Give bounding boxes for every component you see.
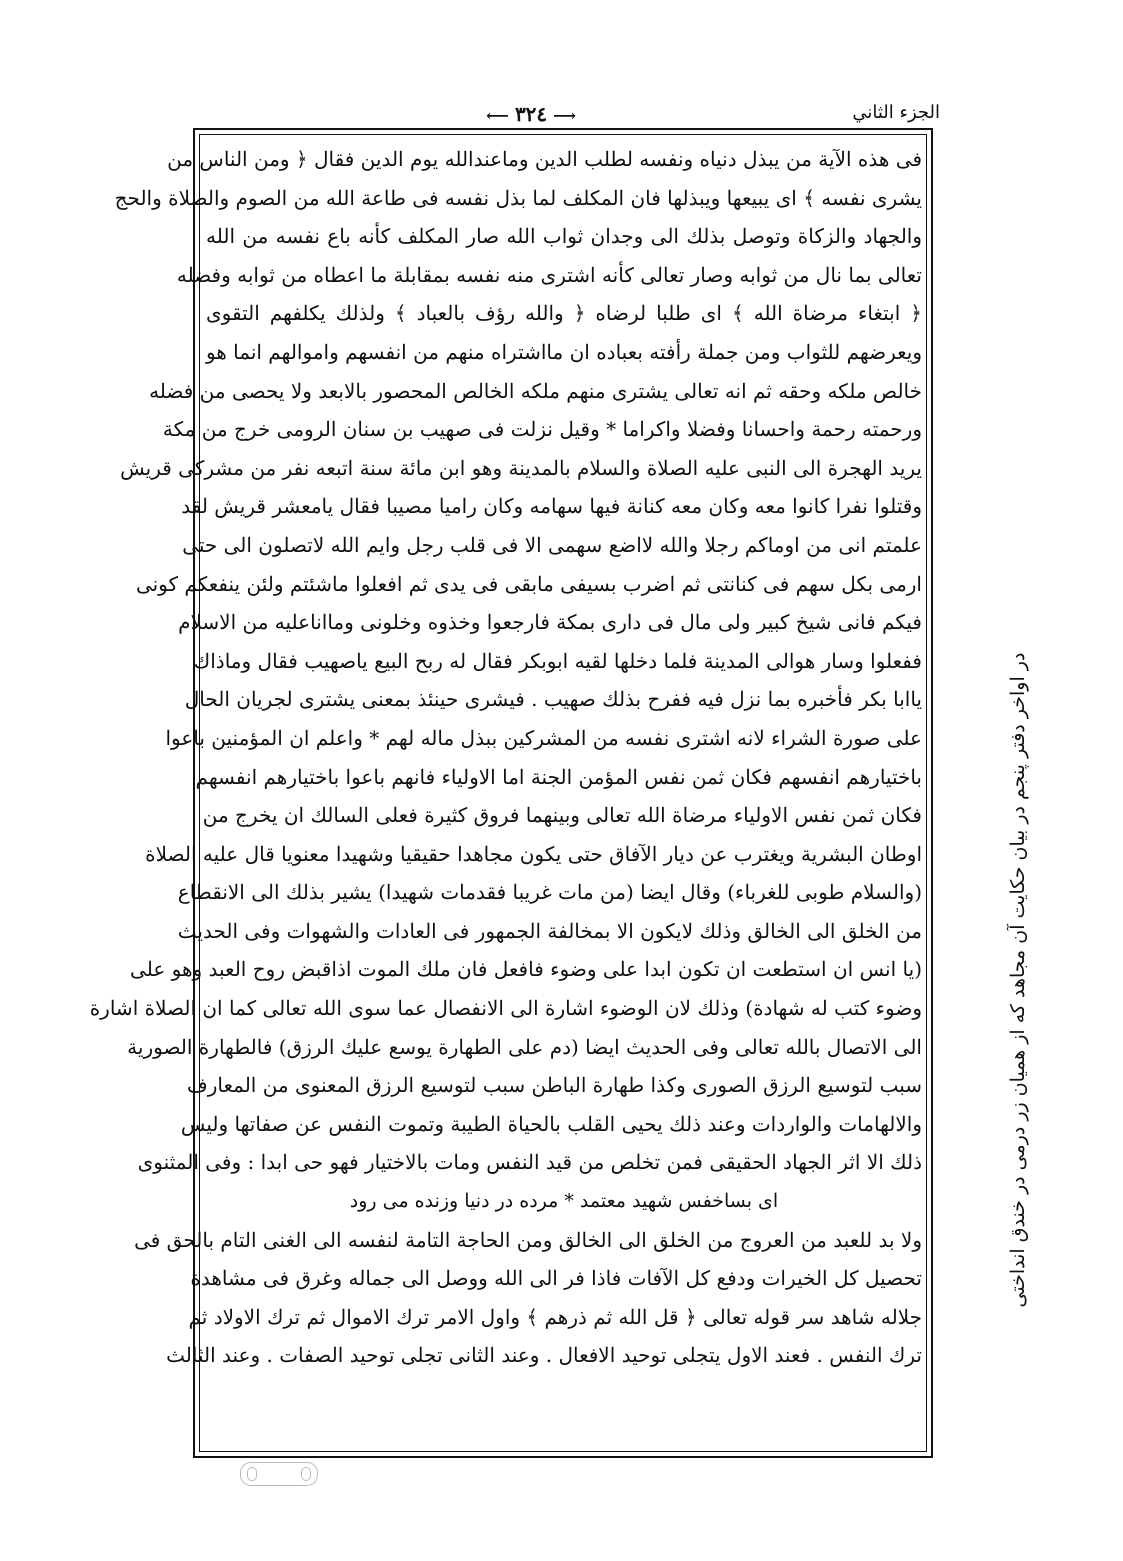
text-line: (يا انس ان استطعت ان تكون ابدا على وضوء فافعل فان ملك الموت اذاقبض روح العبد وهو على	[130, 957, 922, 982]
text-line: يشرى نفسه ﴾ اى يبيعها ويبذلها فان المكلف لما بذل نفسه فى طاعة الله من الصوم والصلاة والحج	[114, 185, 922, 210]
text-line: والجهاد والزكاة وتوصل بذلك الى وجدان ثواب الله صار المكلف كأنه باع نفسه من الله	[206, 224, 922, 249]
text-line: ففعلوا وسار هوالى المدينة فلما دخلها لقيه ابوبكر فقال له ربح البيع ياصهيب فقال وماذاك	[193, 648, 922, 673]
text-line: فى هذه الآية من يبذل دنياه ونفسه لطلب الدين وماعندالله يوم الدين فقال ﴿ ومن الناس من	[167, 147, 922, 171]
library-stamp	[240, 1462, 318, 1486]
text-line: اوطان البشرية ويغترب عن ديار الآفاق حتى يكون مجاهدا حقيقيا وشهيدا معنويا قال عليه الصلاة	[145, 841, 922, 866]
commentary-text	[89, 140, 923, 1375]
text-line: والالهامات والواردات وعند ذلك يحيى القلب بالحياة الطيبة وتموت النفس عن صفاتها وليس	[180, 1111, 922, 1136]
page-number-value: ٣٢٤	[514, 102, 548, 126]
text-line: خالص ملكه وحقه ثم انه تعالى يشترى منهم ملكه الخالص المحصور بالابعد ولا يحصى من فضله	[149, 378, 922, 403]
page-number	[480, 102, 582, 126]
text-line: سبب لتوسيع الرزق الصورى وكذا طهارة الباطن سبب لتوسيع الرزق المعنوى من المعارف	[187, 1073, 922, 1098]
text-line: ارمى بكل سهم فى كنانتى ثم اضرب بسيفى مابقى فى يدى ثم افعلوا ماشئتم ولئن ينفعكم كونى	[135, 571, 922, 596]
text-line: باختيارهم انفسهم فكان ثمن نفس المؤمن الجنة اما الاولياء فانهم باعوا باختيارهم انفسهم	[195, 764, 922, 789]
text-line: تعالى بما نال من ثوابه وصار تعالى كأنه اشترى منه نفسه بمقابلة ما اعطاه من ثوابه وفضله	[176, 262, 922, 287]
text-line: ويعرضهم للثواب ومن جملة رأفته بعباده ان مااشتراه منهم من انفسهم واموالهم انما هو	[205, 339, 922, 364]
text-line: ولا بد للعبد من العروج من الخلق الى الخالق ومن الحاجة التامة لنفسه الى الغنى التام بالحق فى	[134, 1227, 922, 1252]
text-line: فكان ثمن نفس الاولياء مرضاة الله تعالى وبينهما فروق كثيرة فعلى السالك ان يخرج من	[202, 803, 922, 828]
left-ornament-icon: ⟶	[553, 106, 577, 125]
right-ornament-icon: ⟵	[486, 106, 509, 125]
text-line: ترك النفس . فعند الاول يتجلى توحيد الافعال . وعند الثانى تجلى توحيد الصفات . وعند الثالث	[166, 1343, 922, 1368]
text-line: ياابا بكر فأخبره بما نزل فيه ففرح بذلك صهيب . فيشرى حينئذ بمعنى يشترى لجريان الحال	[184, 687, 922, 712]
text-line: تحصيل كل الخيرات ودفع كل الآفات فاذا فر الى الله ووصل الى جماله وغرق فى مشاهدة	[190, 1266, 922, 1291]
part-title: الجزء الثاني	[852, 102, 940, 123]
text-line: وقتلوا نفرا كانوا معه وكان معه كنانة فيها سهامه وكان راميا مصيبا فقال يامعشر قريش لقد	[181, 494, 922, 519]
text-line: ﴿ ابتغاء مرضاة الله ﴾ اى طلبا لرضاه ﴿ والله رؤف بالعباد ﴾ ولذلك يكلفهم التقوى	[206, 301, 923, 326]
text-line: فيكم فانى شيخ كبير ولى مال فى دارى بمكة فارجعوا وخذوه وخلونى ومااناعليه من الاسلام	[178, 610, 922, 635]
text-line: يريد الهجرة الى النبى عليه الصلاة والسلام بالمدينة وهو ابن مائة سنة اتبعه نفر من مشركى قريش	[120, 455, 922, 480]
margin-note: در اواخر دفتر پنجم در بيان حكايت آن مجاهد كه از همیان زر درمی در خندق انداختی	[1007, 652, 1029, 1308]
text-line: جلاله شاهد سر قوله تعالى ﴿ قل الله ثم ذرهم ﴾ واول الامر ترك الاموال ثم ترك الاولاد ثم	[188, 1304, 922, 1329]
persian-verse-line: اى بساخفس شهيد معتمد * مرده در دنيا وزنده مى رود	[349, 1190, 779, 1213]
text-line: ذلك الا اثر الجهاد الحقيقى فمن تخلص من قيد النفس ومات بالاختيار فهو حى ابدا : وفى المثنوى	[137, 1150, 922, 1175]
text-line: من الخلق الى الخالق وذلك لايكون الا بمخالفة الجمهور فى العادات والشهوات وفى الحديث	[177, 918, 922, 943]
text-line: على صورة الشراء لانه اشترى نفسه من المشركين ببذل ماله لهم * واعلم ان المؤمنين باعوا	[165, 725, 922, 750]
text-line: (والسلام طوبى للغرباء) وقال ايضا (من مات غريبا فقدمات شهيدا) يشير بذلك الى الانقطاع	[177, 880, 922, 905]
text-line: علمتم انى من اوماكم رجلا والله لااضع سهمى الا فى قلب رجل وايم الله لاتصلون الى حتى	[182, 532, 922, 557]
text-line: الى الاتصال بالله تعالى وفى الحديث ايضا (دم على الطهارة يوسع عليك الرزق) فالطهارة الصورية	[127, 1034, 922, 1059]
text-line: ورحمته رحمة واحسانا وفضلا واكراما * وقيل نزلت فى صهيب بن سنان الرومى خرج من مكة	[162, 417, 922, 442]
text-line: وضوء كتب له شهادة) وذلك لان الوضوء اشارة الى الانفصال عما سوى الله تعالى كما ان الصلاة اشارة	[89, 996, 922, 1021]
